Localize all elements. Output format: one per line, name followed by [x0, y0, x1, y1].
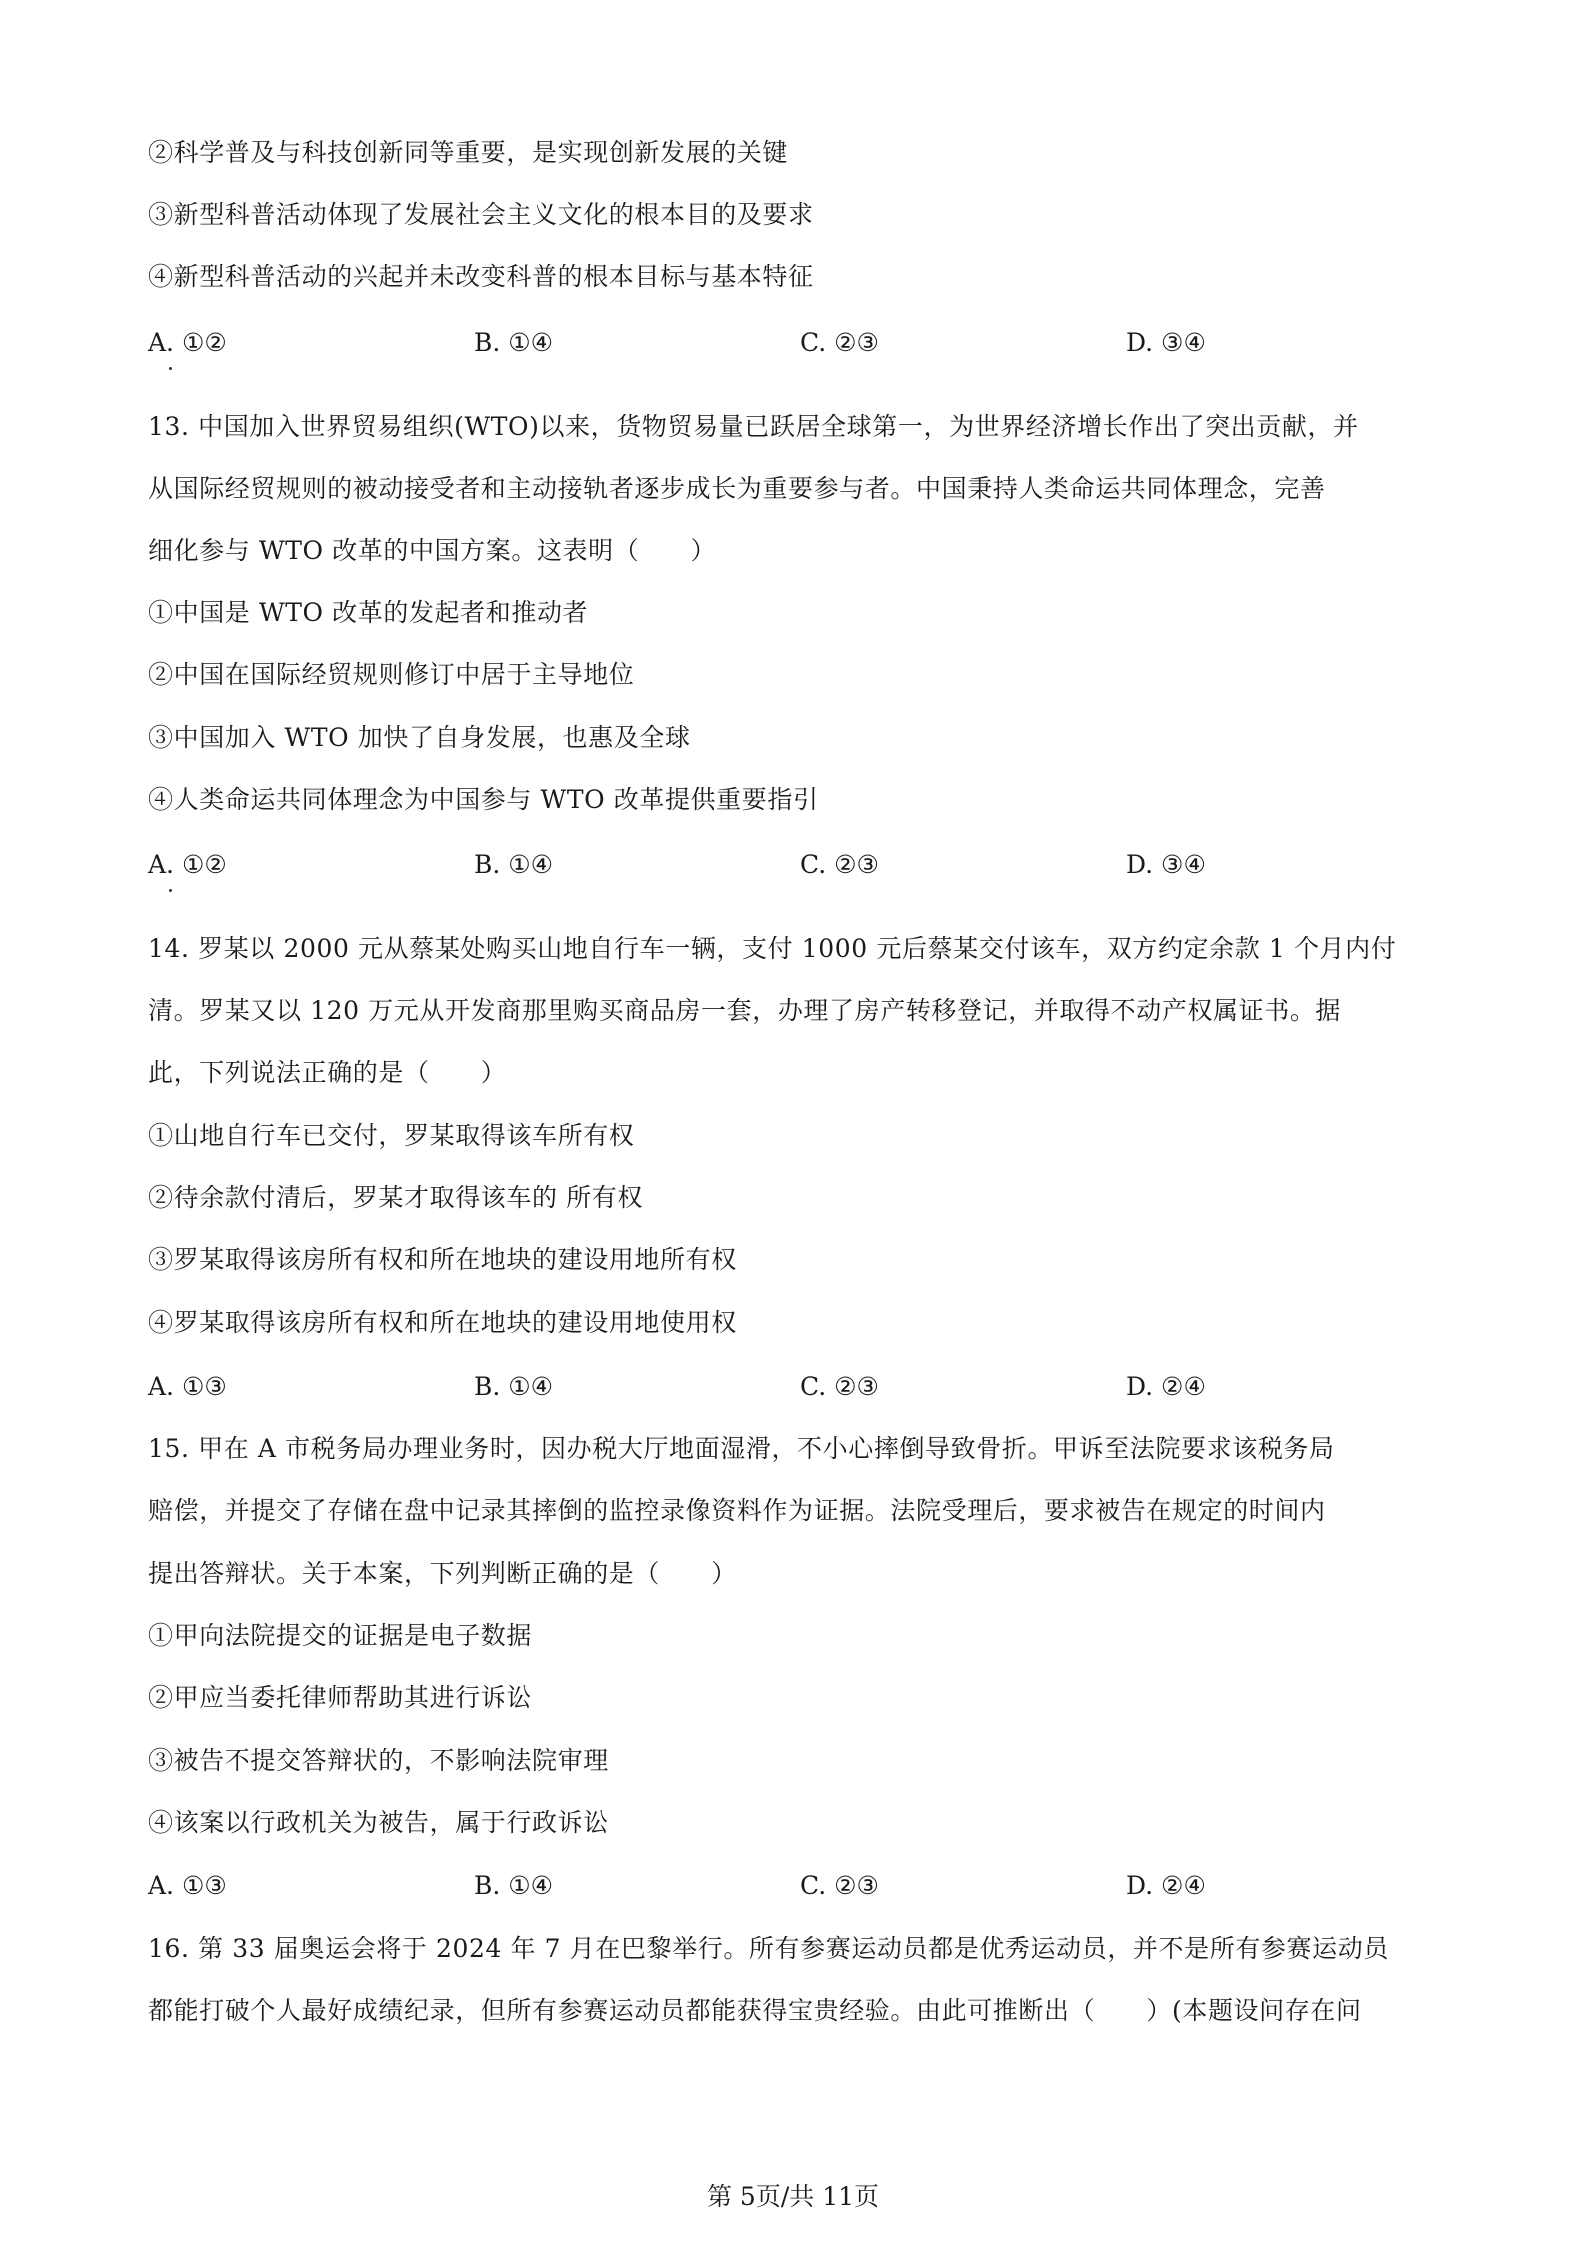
q13-choice-c: C. ②③ [800, 850, 879, 879]
q13-choices [148, 848, 1438, 882]
q15-stem-line-2: 赔偿，并提交了存储在盘中记录其摔倒的监控录像资料作为证据。法院受理后，要求被告在规定的时间内 [148, 1496, 1326, 1525]
q14-option-4: ④罗某取得该房所有权和所在地块的建设用地使用权 [148, 1308, 737, 1337]
q13-option-2: ②中国在国际经贸规则修订中居于主导地位 [148, 660, 635, 689]
q12-choice-c: C. ②③ [800, 328, 879, 357]
q15-choice-c: C. ②③ [800, 1871, 879, 1900]
q15-choices [148, 1869, 1438, 1903]
q14-choice-d: D. ②④ [1126, 1372, 1206, 1401]
q14-option-1: ①山地自行车已交付，罗某取得该车所有权 [148, 1121, 635, 1150]
q15-choice-a: A. ①③ [148, 1871, 227, 1900]
q15-option-2: ②甲应当委托律师帮助其进行诉讼 [148, 1683, 533, 1712]
scan-dot [169, 889, 172, 892]
q13-option-1: ①中国是 WTO 改革的发起者和推动者 [148, 598, 589, 627]
page-number: 第 5页/共 11页 [706, 2182, 880, 2211]
q14-choice-a: A. ①③ [148, 1372, 227, 1401]
q12-choice-b: B. ①④ [474, 328, 554, 357]
q12-option-4: ④新型科普活动的兴起并未改变科普的根本目标与基本特征 [148, 262, 814, 291]
q13-choice-d: D. ③④ [1126, 850, 1206, 879]
q15-stem-line-3: 提出答辩状。关于本案，下列判断正确的是（ ） [148, 1559, 737, 1588]
q12-choices [148, 326, 1438, 360]
q13-option-3: ③中国加入 WTO 加快了自身发展，也惠及全球 [148, 723, 691, 752]
q15-choice-b: B. ①④ [474, 1871, 554, 1900]
q14-stem-line-3: 此，下列说法正确的是（ ） [148, 1058, 507, 1087]
q12-option-2: ②科学普及与科技创新同等重要，是实现创新发展的关键 [148, 138, 789, 167]
q13-stem-line-3: 细化参与 WTO 改革的中国方案。这表明（ ） [148, 536, 717, 565]
q13-stem-line-2: 从国际经贸规则的被动接受者和主动接轨者逐步成长为重要参与者。中国秉持人类命运共同体理念，完善 [148, 474, 1326, 503]
q14-choice-c: C. ②③ [800, 1372, 879, 1401]
q15-option-4: ④该案以行政机关为被告，属于行政诉讼 [148, 1808, 609, 1837]
q13-option-4: ④人类命运共同体理念为中国参与 WTO 改革提供重要指引 [148, 785, 819, 814]
q12-choice-d: D. ③④ [1126, 328, 1206, 357]
q15-choice-d: D. ②④ [1126, 1871, 1206, 1900]
q14-stem-line-1: 14. 罗某以 2000 元从蔡某处购买山地自行车一辆，支付 1000 元后蔡某交付该车，双方约定余款 1 个月内付 [148, 934, 1397, 963]
q14-choice-b: B. ①④ [474, 1372, 554, 1401]
q12-option-3: ③新型科普活动体现了发展社会主义文化的根本目的及要求 [148, 200, 814, 229]
q13-choice-a: A. ①② [148, 850, 227, 879]
q16-stem-line-2: 都能打破个人最好成绩纪录，但所有参赛运动员都能获得宝贵经验。由此可推断出（ ）(本题设问存在问 [148, 1996, 1362, 2025]
q14-option-2: ②待余款付清后，罗某才取得该车的 所有权 [148, 1183, 643, 1212]
q14-option-3: ③罗某取得该房所有权和所在地块的建设用地所有权 [148, 1245, 737, 1274]
q15-option-3: ③被告不提交答辩状的，不影响法院审理 [148, 1746, 609, 1775]
q15-stem-line-1: 15. 甲在 A 市税务局办理业务时，因办税大厅地面湿滑，不小心摔倒导致骨折。甲诉至法院要求该税务局 [148, 1434, 1335, 1463]
q12-choice-a: A. ①② [148, 328, 227, 357]
scan-dot [169, 367, 172, 370]
q14-choices [148, 1370, 1438, 1404]
q13-stem-line-1: 13. 中国加入世界贸易组织(WTO)以来，货物贸易量已跃居全球第一，为世界经济增长作出了突出贡献，并 [148, 412, 1359, 441]
q13-choice-b: B. ①④ [474, 850, 554, 879]
q14-stem-line-2: 清。罗某又以 120 万元从开发商那里购买商品房一套，办理了房产转移登记，并取得不动产权属证书。据 [148, 996, 1342, 1025]
q16-stem-line-1: 16. 第 33 届奥运会将于 2024 年 7 月在巴黎举行。所有参赛运动员都是优秀运动员，并不是所有参赛运动员 [148, 1934, 1389, 1963]
q15-option-1: ①甲向法院提交的证据是电子数据 [148, 1621, 533, 1650]
